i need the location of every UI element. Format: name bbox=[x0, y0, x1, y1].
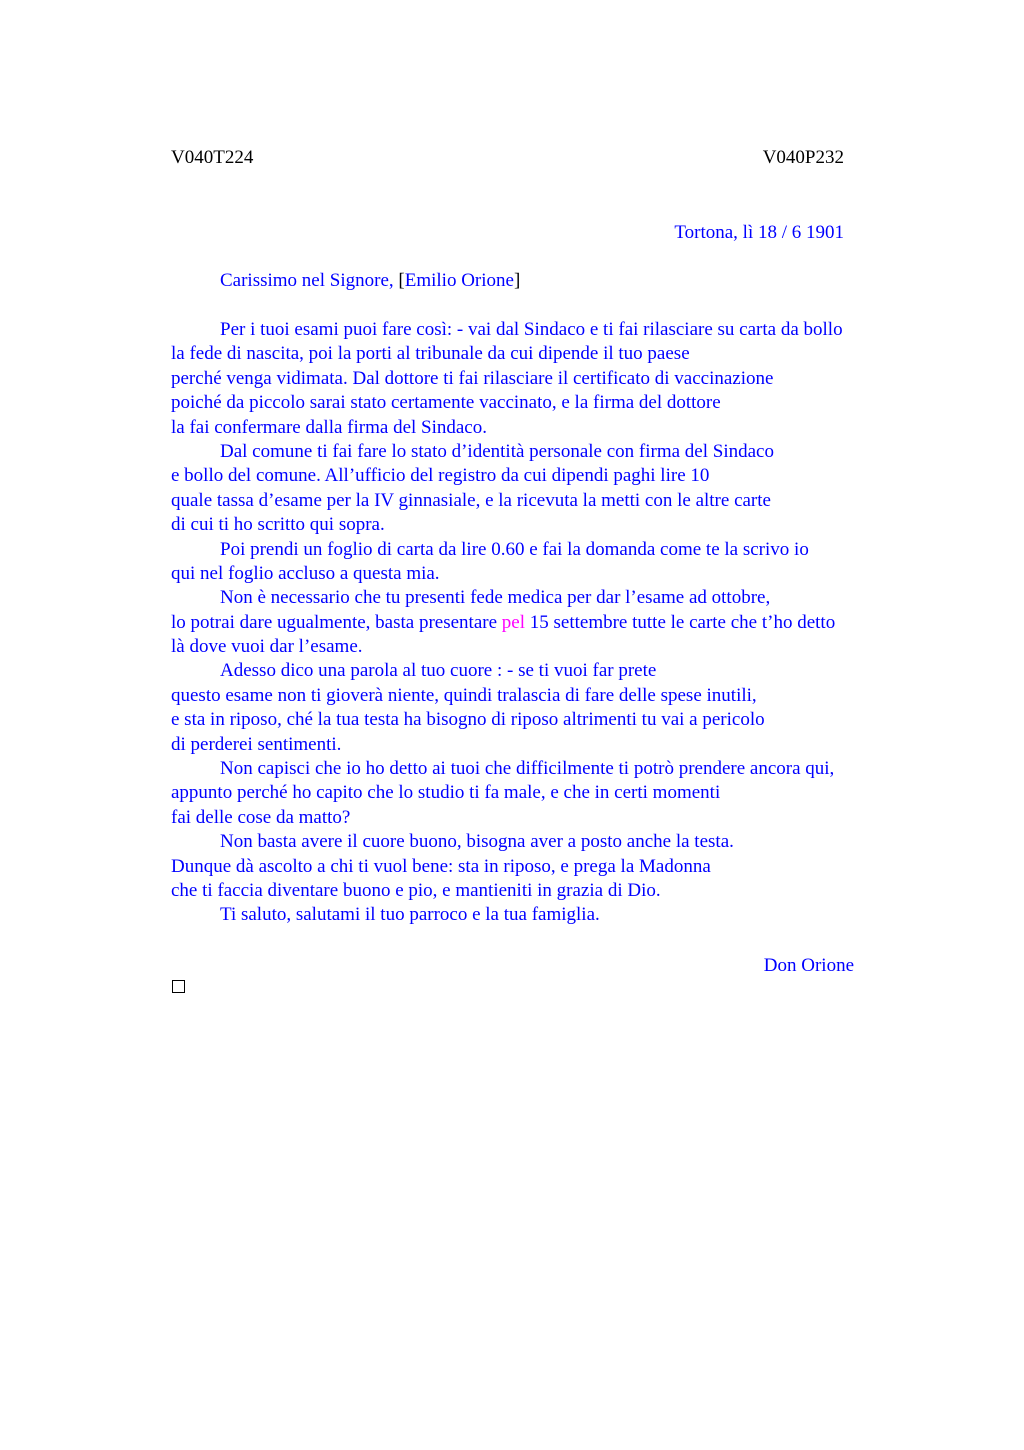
body-line: Ti saluto, salutami il tuo parroco e la tua famiglia. bbox=[220, 904, 600, 926]
body-line-segment: lo potrai dare ugualmente, basta presentare bbox=[171, 611, 502, 633]
body-line: fai delle cose da matto? bbox=[171, 806, 351, 828]
body-line: là dove vuoi dar l’esame. bbox=[171, 636, 363, 658]
body-line: qui nel foglio accluso a questa mia. bbox=[171, 562, 440, 584]
bracket-close: ] bbox=[513, 270, 521, 291]
body-line: di cui ti ho scritto qui sopra. bbox=[171, 514, 385, 536]
document-code-left: V040T224 bbox=[171, 147, 254, 168]
body-line: perché venga vidimata. Dal dottore ti fai rilasciare il certificato di vaccinazione bbox=[171, 367, 774, 389]
body-line: che ti faccia diventare buono e pio, e mantieniti in grazia di Dio. bbox=[171, 879, 661, 901]
body-line: quale tassa d’esame per la IV ginnasiale, e la ricevuta la metti con le altre carte bbox=[171, 489, 771, 511]
body-line bbox=[171, 611, 911, 635]
body-line: la fai confermare dalla firma del Sindaco. bbox=[171, 416, 487, 438]
body-line: e bollo del comune. All’ufficio del registro da cui dipendi paghi lire 10 bbox=[171, 465, 710, 487]
body-line: Dunque dà ascolto a chi ti vuol bene: sta in riposo, e prega la Madonna bbox=[171, 855, 711, 877]
salutation-text: Carissimo nel Signore, bbox=[220, 270, 394, 291]
body-line: Poi prendi un foglio di carta da lire 0.60 e fai la domanda come te la scrivo io bbox=[220, 538, 809, 560]
signature: Don Orione bbox=[763, 955, 854, 976]
body-line: questo esame non ti gioverà niente, quindi tralascia di fare delle spese inutili, bbox=[171, 684, 757, 706]
document-code-right: V040P232 bbox=[762, 147, 844, 168]
body-line: Dal comune ti fai fare lo stato d’identità personale con firma del Sindaco bbox=[220, 440, 774, 462]
body-line: Non capisci che io ho detto ai tuoi che difficilmente ti potrò prendere ancora qui, bbox=[220, 758, 835, 780]
body-line: di perderei sentimenti. bbox=[171, 733, 342, 755]
end-square-icon bbox=[172, 980, 185, 993]
body-line: la fede di nascita, poi la porti al tribunale da cui dipende il tuo paese bbox=[171, 343, 690, 365]
dateline: Tortona, lì 18 / 6 1901 bbox=[674, 222, 844, 243]
recipient-name: Emilio Orione bbox=[404, 270, 514, 291]
body-line: Adesso dico una parola al tuo cuore : - se ti vuoi far prete bbox=[220, 660, 657, 682]
bracket-open: [ bbox=[398, 270, 405, 291]
body-line: Per i tuoi esami puoi fare così: - vai dal Sindaco e ti fai rilasciare su carta da bollo bbox=[220, 319, 843, 340]
body-line: e sta in riposo, ché la tua testa ha bisogno di riposo altrimenti tu vai a pericolo bbox=[171, 709, 765, 731]
body-line-segment: 15 settembre tutte le carte che t’ho detto bbox=[525, 611, 836, 633]
highlighted-word: pel bbox=[501, 611, 525, 633]
body-line: Non basta avere il cuore buono, bisogna aver a posto anche la testa. bbox=[220, 831, 734, 853]
letter-body bbox=[171, 318, 911, 928]
body-line: poiché da piccolo sarai stato certamente vaccinato, e la firma del dottore bbox=[171, 392, 721, 414]
salutation bbox=[220, 269, 520, 293]
body-line: appunto perché ho capito che lo studio ti fa male, e che in certi momenti bbox=[171, 782, 721, 804]
body-line: Non è necessario che tu presenti fede medica per dar l’esame ad ottobre, bbox=[220, 587, 771, 609]
